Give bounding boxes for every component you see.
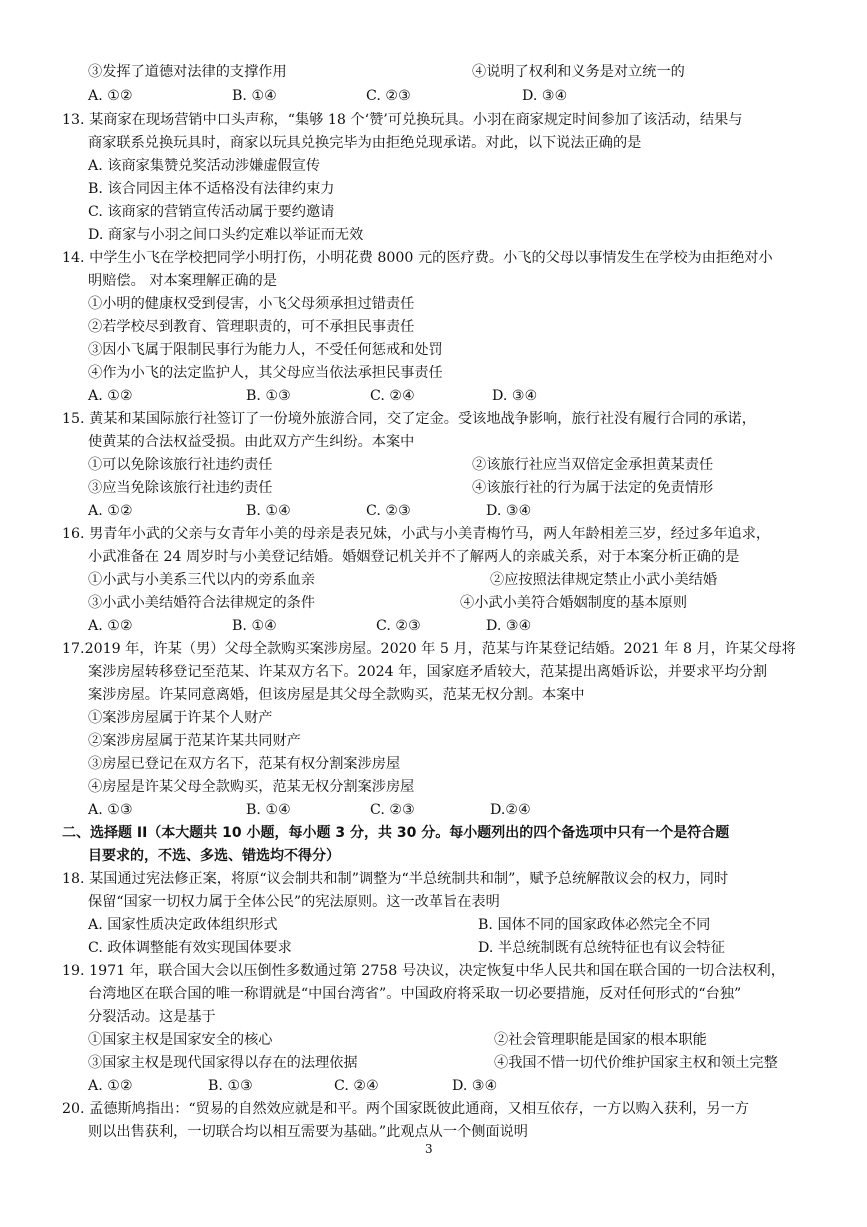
q18-option-c: C. 政体调整能有效实现国体要求 [88, 940, 292, 956]
q18-option-b: B. 国体不同的国家政体必然完全不同 [478, 917, 711, 933]
q15-choice-c: C. ②③ [366, 503, 411, 519]
q14-stem-line1: 14. 中学生小飞在学校把同学小明打伤，小明花费 8000 元的医疗费。小飞的父母以事情发生在学校为由拒绝对小 [62, 250, 773, 266]
q12-choice-b: B. ①④ [232, 88, 277, 104]
q16-stem-line1: 16. 男青年小武的父亲与女青年小美的母亲是表兄妹，小武与小美青梅竹马，两人年龄相差三岁，经过多年追求， [62, 526, 771, 542]
q13-stem-line2: 商家联系兑换玩具时，商家以玩具兑换完毕为由拒绝兑现承诺。对此，以下说法正确的是 [88, 135, 642, 151]
q20-stem-line1: 20. 孟德斯鸠指出：“贸易的自然效应就是和平。两个国家既彼此通商，又相互依存，一方以购入获利，另一方 [62, 1101, 749, 1117]
q19-choice-c: C. ②④ [334, 1078, 379, 1094]
page-number: 3 [425, 1142, 433, 1156]
q14-choice-b: B. ①③ [246, 388, 291, 404]
q16-option-1: ①小武与小美系三代以内的旁系血亲 [88, 572, 316, 588]
q14-choice-a: A. ①② [88, 388, 133, 404]
q17-choice-c: C. ②③ [370, 802, 415, 818]
q15-choice-b: B. ①④ [246, 503, 291, 519]
q16-option-4: ④小武小美符合婚姻制度的基本原则 [460, 595, 688, 611]
q17-option-3: ③房屋已登记在双方名下，范某有权分割案涉房屋 [88, 756, 401, 772]
q19-choice-a: A. ①② [88, 1078, 133, 1094]
q14-option-3: ③因小飞属于限制民事行为能力人，不受任何惩戒和处罚 [88, 342, 443, 358]
q16-choice-a: A. ①② [88, 618, 133, 634]
q17-stem-line1: 17.2019 年，许某（男）父母全款购买案涉房屋。2020 年 5 月，范某与许某登记结婚。2021 年 8 月，许某父母将 [62, 641, 796, 657]
q13-option-d: D. 商家与小羽之间口头约定难以举证而无效 [88, 227, 364, 243]
q17-choice-b: B. ①④ [246, 802, 291, 818]
q15-choice-d: D. ③④ [486, 503, 532, 519]
q17-choice-a: A. ①③ [88, 802, 133, 818]
q14-option-2: ②若学校尽到教育、管理职责的，可不承担民事责任 [88, 319, 415, 335]
q13-option-a: A. 该商家集赞兑奖活动涉嫌虚假宣传 [88, 158, 321, 174]
q15-choice-a: A. ①② [88, 503, 133, 519]
q13-option-b: B. 该合同因主体不适格没有法律约束力 [88, 181, 335, 197]
q15-option-4: ④该旅行社的行为属于法定的免责情形 [472, 480, 714, 496]
q18-stem-line1: 18. 某国通过宪法修正案，将原“议会制共和制”调整为“半总统制共和制”，赋予总统解散议会的权力，同时 [62, 871, 729, 887]
section-2-heading-line2: 目要求的，不选、多选、错选均不得分） [88, 848, 340, 864]
q19-stem-line2: 台湾地区在联合国的唯一称谓就是“中国台湾省”。中国政府将采取一切必要措施，反对任何形式的“台独” [88, 986, 742, 1002]
q18-stem-line2: 保留“国家一切权力属于全体公民”的宪法原则。这一改革旨在表明 [88, 894, 500, 910]
q19-choice-d: D. ③④ [452, 1078, 498, 1094]
q14-choice-c: C. ②④ [370, 388, 415, 404]
q12-choice-a: A. ①② [88, 88, 133, 104]
q16-choice-c: C. ②③ [376, 618, 421, 634]
q17-stem-line3: 案涉房屋。许某同意离婚，但该房屋是其父母全款购买，范某无权分割。本案中 [88, 687, 585, 703]
q13-stem-line1: 13. 某商家在现场营销中口头声称，“集够 18 个‘赞’可兑换玩具。小羽在商家规定时间参加了该活动，结果与 [62, 112, 743, 128]
q17-option-1: ①案涉房屋属于许某个人财产 [88, 710, 273, 726]
section-2-heading-line1: 二、选择题 II（本大题共 10 小题，每小题 3 分，共 30 分。每小题列出的四个备选项中只有一个是符合题 [62, 825, 730, 841]
q17-stem-line2: 案涉房屋转移登记至范某、许某双方名下。2024 年，国家庭矛盾较大，范某提出离婚诉讼，并要求平均分割 [88, 664, 768, 680]
q20-stem-line2: 则以出售获利，一切联合均以相互需要为基础。”此观点从一个侧面说明 [88, 1124, 528, 1140]
q13-option-c: C. 该商家的营销宣传活动属于要约邀请 [88, 204, 335, 220]
q15-option-2: ②该旅行社应当双倍定金承担黄某责任 [472, 457, 714, 473]
q12-choice-c: C. ②③ [366, 88, 411, 104]
q17-option-2: ②案涉房屋属于范某许某共同财产 [88, 733, 301, 749]
q15-option-1: ①可以免除该旅行社违约责任 [88, 457, 273, 473]
q14-option-1: ①小明的健康权受到侵害，小飞父母须承担过错责任 [88, 296, 415, 312]
q17-option-4: ④房屋是许某父母全款购买，范某无权分割案涉房屋 [88, 779, 415, 795]
q12-option-4: ④说明了权利和义务是对立统一的 [472, 64, 685, 80]
q14-stem-line2: 明赔偿。 对本案理解正确的是 [88, 273, 277, 289]
q12-choice-d: D. ③④ [522, 88, 568, 104]
q16-option-3: ③小武小美结婚符合法律规定的条件 [88, 595, 316, 611]
q14-choice-d: D. ③④ [492, 388, 538, 404]
q16-choice-b: B. ①④ [232, 618, 277, 634]
q19-option-1: ①国家主权是国家安全的核心 [88, 1032, 273, 1048]
q18-option-a: A. 国家性质决定政体组织形式 [88, 917, 278, 933]
q19-option-2: ②社会管理职能是国家的根本职能 [494, 1032, 707, 1048]
q12-option-3: ③发挥了道德对法律的支撑作用 [88, 64, 287, 80]
q16-stem-line2: 小武准备在 24 周岁时与小美登记结婚。婚姻登记机关并不了解两人的亲戚关系，对于本案分析正确的是 [88, 549, 740, 565]
q19-choice-b: B. ①③ [208, 1078, 253, 1094]
q17-choice-d: D.②④ [490, 802, 531, 818]
q19-stem-line1: 19. 1971 年，联合国大会以压倒性多数通过第 2758 号决议，决定恢复中华人民共和国在联合国的一切合法权利， [62, 963, 785, 979]
q15-option-3: ③应当免除该旅行社违约责任 [88, 480, 273, 496]
q19-option-3: ③国家主权是现代国家得以存在的法理依据 [88, 1055, 358, 1071]
q15-stem-line1: 15. 黄某和某国际旅行社签订了一份境外旅游合同，交了定金。受该地战争影响，旅行社没有履行合同的承诺， [62, 411, 756, 427]
q14-option-4: ④作为小飞的法定监护人，其父母应当依法承担民事责任 [88, 365, 443, 381]
q16-option-2: ②应按照法律规定禁止小武小美结婚 [490, 572, 718, 588]
q15-stem-line2: 使黄某的合法权益受损。由此双方产生纠纷。本案中 [88, 434, 415, 450]
q18-option-d: D. 半总统制既有总统特征也有议会特征 [478, 940, 725, 956]
q19-stem-line3: 分裂活动。这是基于 [88, 1009, 216, 1025]
q16-choice-d: D. ③④ [486, 618, 532, 634]
q19-option-4: ④我国不惜一切代价维护国家主权和领土完整 [494, 1055, 778, 1071]
